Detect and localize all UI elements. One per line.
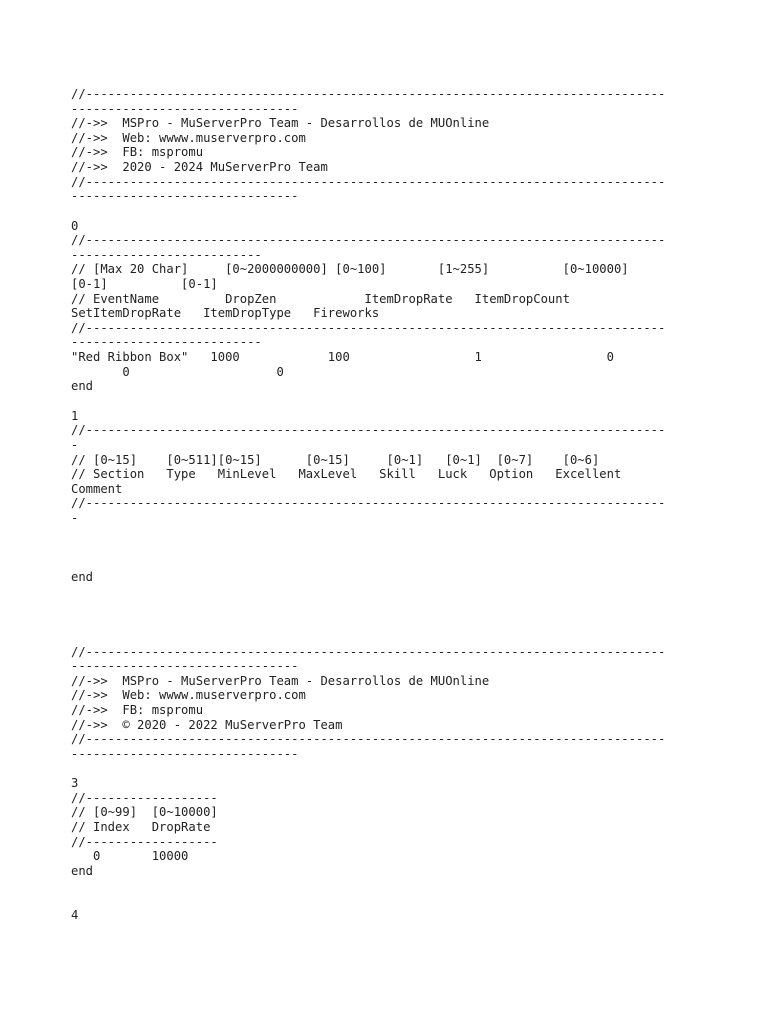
header-web-line: //->> Web: wwww.muserverpro.com [71,131,306,145]
columns-line: Comment [71,482,123,496]
section-number: 1 [71,409,79,423]
ranges-line: // [Max 20 Char] [0~2000000000] [0~100] [1~255] [0~10000] [71,262,629,276]
section-number: 4 [71,908,79,922]
data-row: 0 10000 [71,849,189,863]
columns-line: // Section Type MinLevel MaxLevel Skill Luck Option Excellent [71,467,622,481]
header-title-line: //->> MSPro - MuServerPro Team - Desarrollos de MUOnline [71,116,490,130]
separator-line: //------------------------------------------------------------------------------- [71,732,666,746]
separator-line: -------------------------- [71,335,262,349]
header-years-line: //->> 2020 - 2024 MuServerPro Team [71,160,328,174]
header-years-line: //->> © 2020 - 2022 MuServerPro Team [71,718,343,732]
end-keyword: end [71,379,94,393]
separator-line: //------------------------------------------------------------------------------- [71,645,666,659]
columns-line: // EventName DropZen ItemDropRate ItemDropCount [71,292,570,306]
section-number: 0 [71,219,79,233]
separator-line: //------------------------------------------------------------------------------- [71,175,666,189]
header-title-line: //->> MSPro - MuServerPro Team - Desarrollos de MUOnline [71,674,490,688]
separator-line: ------------------------------- [71,747,299,761]
separator-line: -------------------------- [71,248,262,262]
separator-line: //------------------------------------------------------------------------------- [71,496,666,510]
columns-line: SetItemDropRate ItemDropType Fireworks [71,306,380,320]
data-row: "Red Ribbon Box" 1000 100 1 0 [71,350,614,364]
data-row: 0 0 [71,365,284,379]
separator-line: ------------------------------- [71,659,299,673]
section-number: 3 [71,776,79,790]
ranges-line: [0-1] [0-1] [71,277,218,291]
separator-line: //------------------------------------------------------------------------------- [71,423,666,437]
separator-line: ------------------------------- [71,189,299,203]
separator-line: //------------------ [71,791,218,805]
end-keyword: end [71,570,94,584]
separator-line: //------------------------------------------------------------------------------- [71,321,666,335]
header-web-line: //->> Web: wwww.muserverpro.com [71,688,306,702]
separator-line: //------------------------------------------------------------------------------- [71,87,666,101]
header-fb-line: //->> FB: mspromu [71,145,204,159]
header-fb-line: //->> FB: mspromu [71,703,204,717]
separator-line: - [71,438,79,452]
separator-line: ------------------------------- [71,102,299,116]
columns-line: // Index DropRate [71,820,211,834]
separator-line: - [71,511,79,525]
ranges-line: // [0~99] [0~10000] [71,805,218,819]
separator-line: //------------------------------------------------------------------------------- [71,233,666,247]
separator-line: //------------------ [71,835,218,849]
end-keyword: end [71,864,94,878]
ranges-line: // [0~15] [0~511][0~15] [0~15] [0~1] [0~1] [0~7] [0~6] [71,453,600,467]
